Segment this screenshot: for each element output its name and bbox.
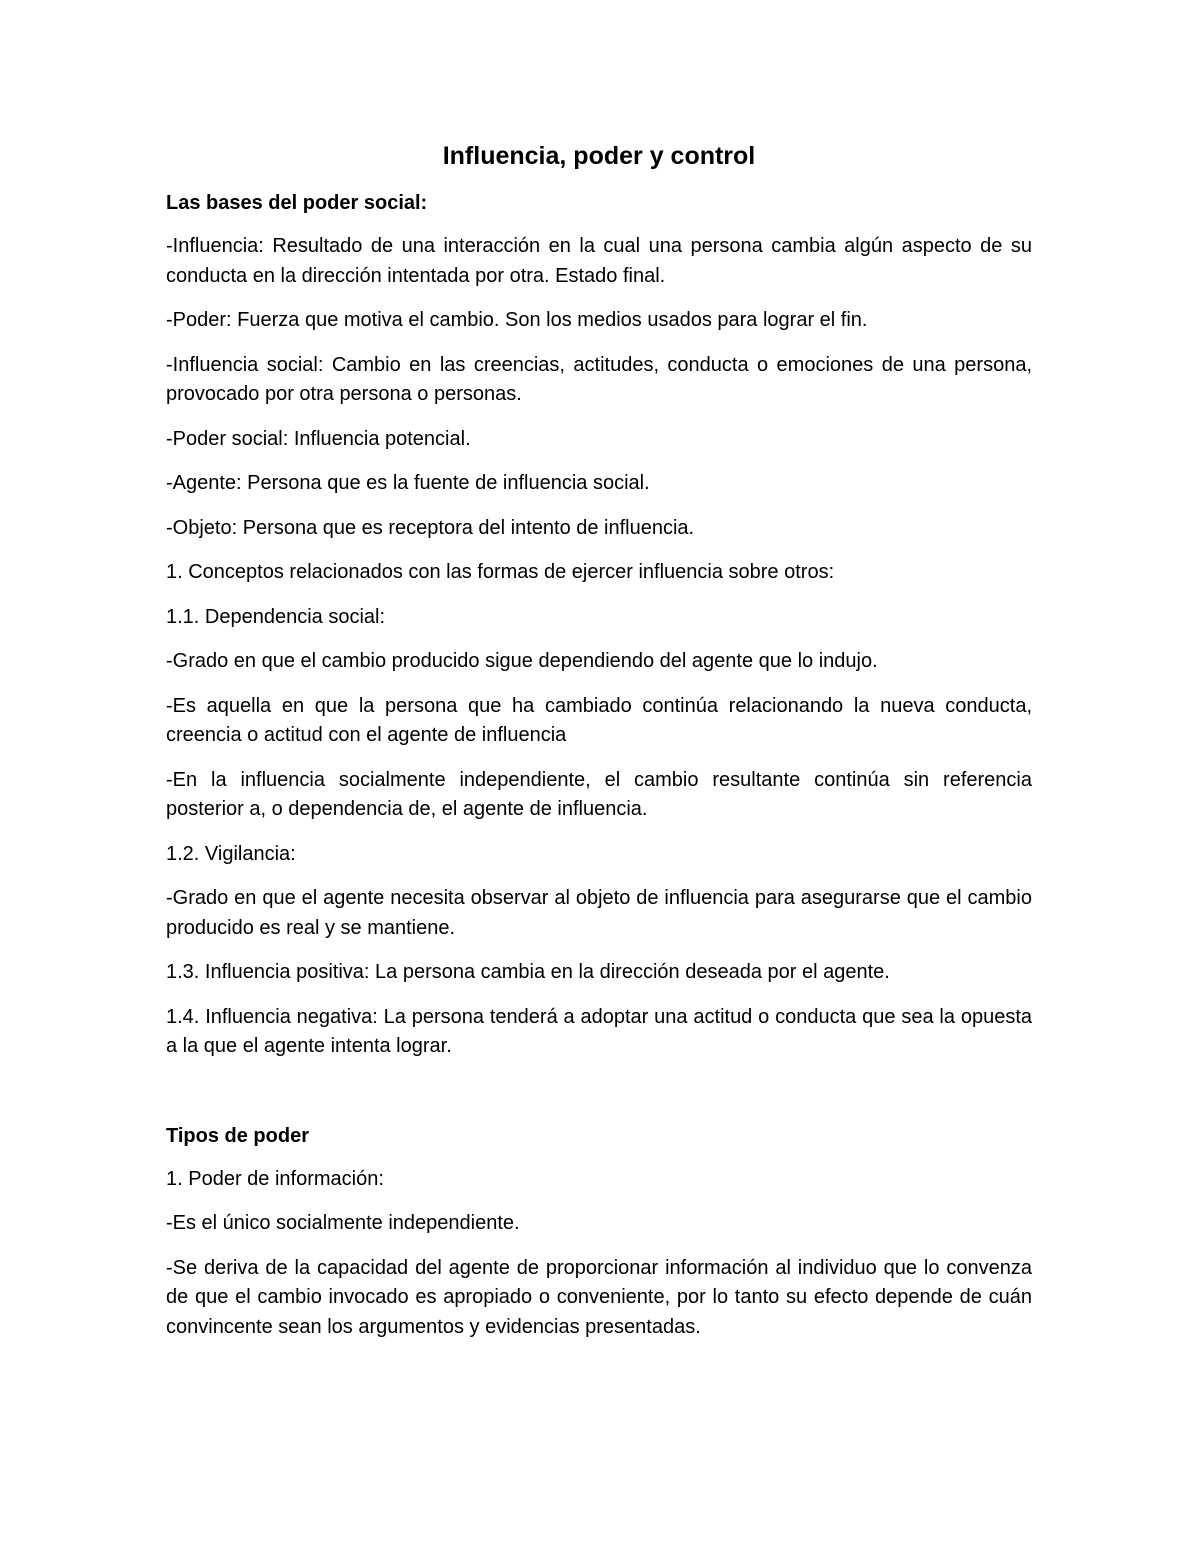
- paragraph: 1. Conceptos relacionados con las formas de ejercer influencia sobre otros:: [166, 561, 835, 583]
- paragraph: -Grado en que el cambio producido sigue dependiendo del agente que lo indujo.: [166, 650, 878, 672]
- paragraph: -Se deriva de la capacidad del agente de proporcionar información al individuo que lo convenza de que el cambio invocado es apropiado o conveniente, por lo tanto su efecto depende de cuán convincente sean los argumentos y evidencias presentadas.: [166, 1256, 1032, 1338]
- paragraph: -Objeto: Persona que es receptora del intento de influencia.: [166, 516, 695, 539]
- paragraph: 1. Poder de información:: [166, 1167, 384, 1190]
- paragraph: 1.2. Vigilancia:: [166, 842, 296, 865]
- paragraph: 1.4. Influencia negativa: La persona tenderá a adoptar una actitud o conducta que sea la opuesta a la que el agente intenta lograr.: [166, 1005, 1032, 1057]
- section-heading-tipos: Tipos de poder: [166, 1124, 309, 1147]
- paragraph: -Es el único socialmente independiente.: [166, 1212, 520, 1234]
- document-title: Influencia, poder y control: [442, 142, 756, 170]
- document-page: [166, 138, 1032, 1357]
- paragraph: -En la influencia socialmente independiente, el cambio resultante continúa sin referencia posterior a, o dependencia de, el agente de influencia.: [166, 768, 1032, 820]
- paragraph: -Poder social: Influencia potencial.: [166, 427, 471, 450]
- paragraph: -Influencia: Resultado de una interacción en la cual una persona cambia algún aspecto de su conducta en la dirección intentada por otra. Estado final.: [166, 235, 1032, 287]
- paragraph: -Poder: Fuerza que motiva el cambio. Son los medios usados para lograr el fin.: [166, 309, 868, 331]
- paragraph: 1.3. Influencia positiva: La persona cambia en la dirección deseada por el agente.: [166, 961, 890, 983]
- section-spacer: [166, 1077, 1032, 1121]
- section-heading-bases: Las bases del poder social:: [166, 192, 428, 214]
- paragraph: -Influencia social: Cambio en las creencias, actitudes, conducta o emociones de una persona, provocado por otra persona o personas.: [166, 353, 1032, 405]
- paragraph: 1.1. Dependencia social:: [166, 605, 386, 628]
- paragraph: -Grado en que el agente necesita observar al objeto de influencia para asegurarse que el cambio producido es real y se mantiene.: [166, 887, 1032, 939]
- paragraph: -Es aquella en que la persona que ha cambiado continúa relacionando la nueva conducta, creencia o actitud con el agente de influencia: [166, 694, 1032, 746]
- paragraph: -Agente: Persona que es la fuente de influencia social.: [166, 472, 650, 494]
